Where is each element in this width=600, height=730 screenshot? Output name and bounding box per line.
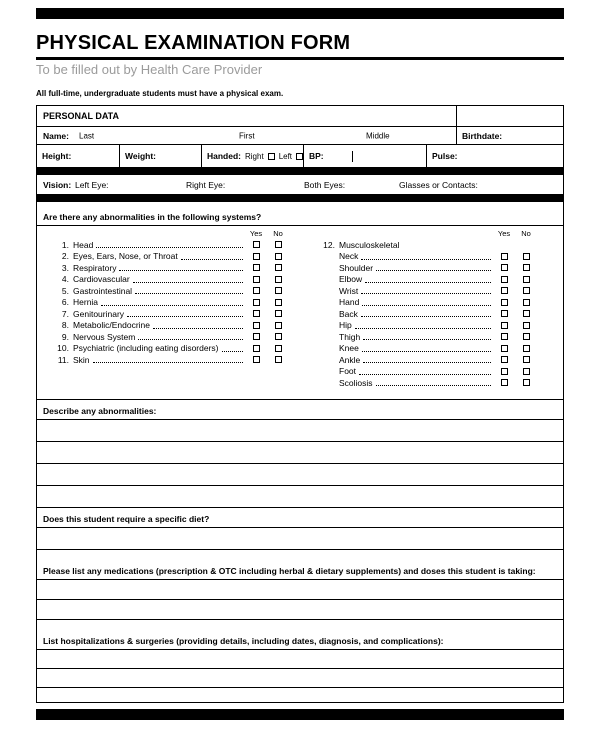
no-checkbox[interactable] bbox=[523, 276, 530, 283]
checklist-item bbox=[317, 285, 537, 297]
yes-header: Yes bbox=[497, 229, 511, 238]
item-number: 3. bbox=[61, 262, 69, 273]
item-label: Gastrointestinal bbox=[73, 285, 133, 296]
checklist-item bbox=[317, 320, 537, 332]
height-field[interactable] bbox=[37, 145, 119, 167]
yes-checkbox[interactable] bbox=[501, 287, 508, 294]
item-label: Scoliosis bbox=[339, 377, 373, 388]
medications-fill-line[interactable] bbox=[37, 580, 563, 600]
hospitalizations-header: List hospitalizations & surgeries (providing details, including dates, diagnosis, and complications): bbox=[37, 620, 563, 650]
item-number: 6. bbox=[61, 297, 69, 308]
requirement-note: All full-time, undergraduate students must have a physical exam. bbox=[36, 89, 284, 98]
item-label: Metabolic/Endocrine bbox=[73, 320, 151, 331]
glasses-contacts-label: Glasses or Contacts: bbox=[399, 179, 478, 190]
item-label: Psychiatric (including eating disorders) bbox=[73, 343, 219, 354]
page-subtitle: To be filled out by Health Care Provider bbox=[36, 62, 263, 77]
no-checkbox[interactable] bbox=[523, 299, 530, 306]
checkbox-slot bbox=[515, 253, 537, 260]
checkbox-slot bbox=[267, 276, 289, 283]
checklist-right-rows bbox=[317, 251, 537, 389]
checkbox-slot bbox=[267, 299, 289, 306]
checkbox-slot bbox=[267, 253, 289, 260]
item-label: Back bbox=[339, 308, 358, 319]
yes-checkbox[interactable] bbox=[253, 356, 260, 363]
describe-fill-line[interactable] bbox=[37, 486, 563, 508]
checkbox-slot bbox=[493, 264, 515, 271]
checkbox-slot bbox=[267, 356, 289, 363]
checkbox-slot bbox=[267, 322, 289, 329]
dotted-leader bbox=[153, 322, 243, 329]
hospitalizations-fill-line[interactable] bbox=[37, 650, 563, 669]
no-checkbox[interactable] bbox=[523, 345, 530, 352]
name-middle-label: Middle bbox=[366, 131, 390, 140]
checkbox-slot bbox=[493, 310, 515, 317]
describe-abnormalities-header: Describe any abnormalities: bbox=[37, 400, 563, 420]
dotted-leader bbox=[96, 241, 243, 248]
no-checkbox[interactable] bbox=[275, 264, 282, 271]
checklist-item bbox=[317, 377, 537, 389]
dotted-leader bbox=[376, 264, 491, 271]
dotted-leader bbox=[101, 299, 243, 306]
yes-checkbox[interactable] bbox=[253, 299, 260, 306]
checklist-left-column bbox=[51, 228, 289, 389]
yes-checkbox[interactable] bbox=[253, 287, 260, 294]
no-checkbox[interactable] bbox=[275, 241, 282, 248]
personal-data-header-row bbox=[37, 106, 563, 127]
yes-checkbox[interactable] bbox=[253, 241, 260, 248]
item-label: Respiratory bbox=[73, 262, 117, 273]
item-number: 1. bbox=[61, 239, 69, 250]
height-label: Height: bbox=[42, 151, 72, 161]
dotted-leader bbox=[362, 299, 491, 306]
no-checkbox[interactable] bbox=[523, 287, 530, 294]
checkbox-slot bbox=[515, 333, 537, 340]
checkbox-slot bbox=[515, 356, 537, 363]
item-label: Hernia bbox=[73, 297, 99, 308]
checkbox-slot bbox=[245, 310, 267, 317]
dotted-leader bbox=[127, 310, 243, 317]
item-number: 8. bbox=[61, 320, 69, 331]
checkbox-slot bbox=[493, 287, 515, 294]
item-label: Thigh bbox=[339, 331, 361, 342]
yes-checkbox[interactable] bbox=[253, 345, 260, 352]
tail-space bbox=[37, 688, 563, 702]
dotted-leader bbox=[359, 368, 491, 375]
yes-checkbox[interactable] bbox=[253, 333, 260, 340]
yes-no-header bbox=[51, 228, 289, 239]
diet-fill-line[interactable] bbox=[37, 528, 563, 550]
checkbox-slot bbox=[515, 264, 537, 271]
pulse-label: Pulse: bbox=[432, 151, 458, 161]
checklist-item bbox=[51, 262, 289, 274]
no-checkbox[interactable] bbox=[275, 345, 282, 352]
checklist-group-musculoskeletal bbox=[317, 239, 537, 251]
dotted-leader bbox=[135, 287, 243, 294]
checklist-left-rows bbox=[51, 239, 289, 366]
describe-fill-line[interactable] bbox=[37, 442, 563, 464]
item-number: 10. bbox=[57, 343, 69, 354]
checkbox-slot bbox=[515, 287, 537, 294]
yes-checkbox[interactable] bbox=[253, 276, 260, 283]
checkbox-slot bbox=[515, 299, 537, 306]
checkbox-slot bbox=[493, 379, 515, 386]
checkbox-slot bbox=[245, 241, 267, 248]
dotted-leader bbox=[355, 322, 491, 329]
checklist-item bbox=[51, 239, 289, 251]
dotted-leader bbox=[119, 264, 243, 271]
describe-fill-line[interactable] bbox=[37, 464, 563, 486]
no-checkbox[interactable] bbox=[275, 287, 282, 294]
checkbox-slot bbox=[245, 322, 267, 329]
dotted-leader bbox=[376, 379, 491, 386]
item-label: Knee bbox=[339, 343, 359, 354]
checklist-item bbox=[51, 343, 289, 355]
checklist-item bbox=[317, 251, 537, 263]
yes-checkbox[interactable] bbox=[501, 345, 508, 352]
no-checkbox[interactable] bbox=[523, 379, 530, 386]
name-label: Name: bbox=[43, 130, 69, 141]
checklist-item bbox=[51, 308, 289, 320]
name-row[interactable] bbox=[37, 127, 563, 145]
checklist-right-column bbox=[317, 228, 537, 389]
yes-checkbox[interactable] bbox=[501, 356, 508, 363]
item-label: Neck bbox=[339, 251, 359, 262]
item-label: Ankle bbox=[339, 354, 361, 365]
item-label: Hip bbox=[339, 320, 352, 331]
checklist-item bbox=[51, 285, 289, 297]
item-number: 2. bbox=[61, 251, 69, 262]
abnormalities-checklist bbox=[37, 226, 563, 400]
checkbox-slot bbox=[493, 253, 515, 260]
cell-divider bbox=[456, 106, 457, 126]
bp-divider bbox=[352, 151, 353, 162]
no-checkbox[interactable] bbox=[523, 333, 530, 340]
no-checkbox[interactable] bbox=[523, 322, 530, 329]
handed-left-checkbox[interactable] bbox=[296, 153, 303, 160]
checkbox-slot bbox=[245, 299, 267, 306]
item-label: Head bbox=[73, 239, 94, 250]
no-checkbox[interactable] bbox=[275, 310, 282, 317]
weight-label: Weight: bbox=[125, 151, 157, 161]
yes-no-header bbox=[317, 228, 537, 239]
checkbox-slot bbox=[267, 345, 289, 352]
checklist-item bbox=[317, 274, 537, 286]
yes-header: Yes bbox=[249, 229, 263, 238]
dotted-leader bbox=[181, 253, 243, 260]
dotted-leader bbox=[362, 345, 491, 352]
item-label: Skin bbox=[73, 354, 90, 365]
dotted-leader bbox=[361, 253, 491, 260]
checklist-item bbox=[317, 262, 537, 274]
yes-checkbox[interactable] bbox=[501, 276, 508, 283]
item-label: Foot bbox=[339, 366, 357, 377]
checkbox-slot bbox=[515, 276, 537, 283]
vision-row[interactable] bbox=[37, 175, 563, 195]
checklist-item bbox=[51, 274, 289, 286]
checklist-item bbox=[317, 331, 537, 343]
birthdate-label: Birthdate: bbox=[462, 130, 503, 141]
right-eye-label: Right Eye: bbox=[186, 179, 226, 190]
checklist-item bbox=[317, 354, 537, 366]
name-first-label: First bbox=[239, 131, 255, 140]
bp-label: BP: bbox=[309, 151, 324, 161]
checklist-item bbox=[51, 320, 289, 332]
checkbox-slot bbox=[515, 345, 537, 352]
yes-checkbox[interactable] bbox=[501, 368, 508, 375]
no-checkbox[interactable] bbox=[523, 253, 530, 260]
checkbox-slot bbox=[267, 264, 289, 271]
weight-field[interactable] bbox=[119, 145, 201, 167]
checklist-item bbox=[51, 354, 289, 366]
checkbox-slot bbox=[493, 333, 515, 340]
vitals-row bbox=[37, 145, 563, 168]
item-label: Wrist bbox=[339, 285, 359, 296]
item-label: Elbow bbox=[339, 274, 363, 285]
checkbox-slot bbox=[245, 264, 267, 271]
dotted-leader bbox=[222, 345, 243, 352]
vision-label: Vision: bbox=[43, 179, 72, 190]
yes-checkbox[interactable] bbox=[253, 322, 260, 329]
checkbox-slot bbox=[493, 368, 515, 375]
item-number: 5. bbox=[61, 285, 69, 296]
diet-question-header: Does this student require a specific diet? bbox=[37, 508, 563, 528]
no-checkbox[interactable] bbox=[275, 333, 282, 340]
dotted-leader bbox=[133, 276, 243, 283]
name-last-label: Last bbox=[79, 131, 95, 140]
abnormalities-question: Are there any abnormalities in the following systems? bbox=[37, 202, 563, 226]
dotted-leader bbox=[93, 356, 243, 363]
no-checkbox[interactable] bbox=[523, 356, 530, 363]
checkbox-slot bbox=[493, 356, 515, 363]
checkbox-slot bbox=[267, 241, 289, 248]
dotted-leader bbox=[361, 287, 491, 294]
bottom-bar bbox=[36, 709, 564, 720]
checklist-item bbox=[317, 308, 537, 320]
section-divider-bar bbox=[37, 168, 563, 175]
section-divider-bar bbox=[37, 195, 563, 202]
dotted-leader bbox=[361, 310, 491, 317]
yes-checkbox[interactable] bbox=[501, 379, 508, 386]
no-checkbox[interactable] bbox=[275, 253, 282, 260]
no-checkbox[interactable] bbox=[523, 368, 530, 375]
checkbox-slot bbox=[267, 287, 289, 294]
item-number: 4. bbox=[61, 274, 69, 285]
dotted-leader bbox=[365, 276, 491, 283]
item-label: Genitourinary bbox=[73, 308, 125, 319]
item-number: 9. bbox=[61, 331, 69, 342]
top-bar bbox=[36, 8, 564, 19]
dotted-leader bbox=[363, 356, 491, 363]
dotted-leader bbox=[138, 333, 243, 340]
both-eyes-label: Both Eyes: bbox=[304, 179, 346, 190]
checkbox-slot bbox=[245, 287, 267, 294]
no-checkbox[interactable] bbox=[275, 322, 282, 329]
item-number: 7. bbox=[61, 308, 69, 319]
checkbox-slot bbox=[515, 379, 537, 386]
item-label: Eyes, Ears, Nose, or Throat bbox=[73, 251, 178, 262]
yes-checkbox[interactable] bbox=[501, 299, 508, 306]
checklist-item bbox=[317, 366, 537, 378]
page-title: PHYSICAL EXAMINATION FORM bbox=[36, 32, 351, 54]
checkbox-slot bbox=[493, 322, 515, 329]
cell-divider bbox=[456, 127, 457, 144]
checkbox-slot bbox=[245, 276, 267, 283]
yes-checkbox[interactable] bbox=[501, 310, 508, 317]
checklist-item bbox=[51, 251, 289, 263]
yes-checkbox[interactable] bbox=[501, 333, 508, 340]
item-number: 12. bbox=[323, 239, 335, 250]
item-label: Cardiovascular bbox=[73, 274, 130, 285]
checklist-item bbox=[317, 297, 537, 309]
checkbox-slot bbox=[267, 310, 289, 317]
yes-checkbox[interactable] bbox=[501, 253, 508, 260]
form-box bbox=[36, 105, 564, 703]
yes-checkbox[interactable] bbox=[501, 322, 508, 329]
hospitalizations-fill-line[interactable] bbox=[37, 669, 563, 688]
checklist-item bbox=[317, 343, 537, 355]
checkbox-slot bbox=[245, 253, 267, 260]
checkbox-slot bbox=[267, 333, 289, 340]
no-header: No bbox=[273, 229, 283, 238]
item-label: Nervous System bbox=[73, 331, 136, 342]
no-checkbox[interactable] bbox=[275, 276, 282, 283]
checkbox-slot bbox=[493, 276, 515, 283]
yes-checkbox[interactable] bbox=[253, 253, 260, 260]
yes-checkbox[interactable] bbox=[253, 264, 260, 271]
pulse-field[interactable] bbox=[426, 145, 563, 167]
checkbox-slot bbox=[245, 345, 267, 352]
dotted-leader bbox=[363, 333, 491, 340]
no-checkbox[interactable] bbox=[523, 264, 530, 271]
no-checkbox[interactable] bbox=[523, 310, 530, 317]
handed-field bbox=[201, 145, 303, 167]
item-number: 11. bbox=[57, 354, 69, 365]
handed-right-label: Right bbox=[245, 151, 264, 161]
checkbox-slot bbox=[493, 345, 515, 352]
handed-label: Handed: bbox=[207, 151, 241, 161]
no-header: No bbox=[521, 229, 531, 238]
section-title-personal-data: PERSONAL DATA bbox=[43, 111, 120, 121]
checkbox-slot bbox=[515, 322, 537, 329]
yes-checkbox[interactable] bbox=[253, 310, 260, 317]
title-rule bbox=[36, 57, 564, 60]
checkbox-slot bbox=[493, 299, 515, 306]
checklist-item bbox=[51, 331, 289, 343]
handed-left-label: Left bbox=[278, 151, 293, 161]
checkbox-slot bbox=[515, 368, 537, 375]
item-label: Shoulder bbox=[339, 262, 374, 273]
no-checkbox[interactable] bbox=[275, 356, 282, 363]
bp-field[interactable] bbox=[303, 145, 426, 167]
checkbox-slot bbox=[245, 333, 267, 340]
left-eye-label: Left Eye: bbox=[75, 179, 109, 190]
medications-header: Please list any medications (prescription & OTC including herbal & dietary supplements) and doses this student is taking: bbox=[37, 550, 563, 580]
item-label: Hand bbox=[339, 297, 360, 308]
checkbox-slot bbox=[245, 356, 267, 363]
describe-fill-line[interactable] bbox=[37, 420, 563, 442]
no-checkbox[interactable] bbox=[275, 299, 282, 306]
yes-checkbox[interactable] bbox=[501, 264, 508, 271]
item-label: Musculoskeletal bbox=[339, 239, 400, 250]
medications-fill-line[interactable] bbox=[37, 600, 563, 620]
handed-right-checkbox[interactable] bbox=[268, 153, 275, 160]
checklist-item bbox=[51, 297, 289, 309]
checkbox-slot bbox=[515, 310, 537, 317]
